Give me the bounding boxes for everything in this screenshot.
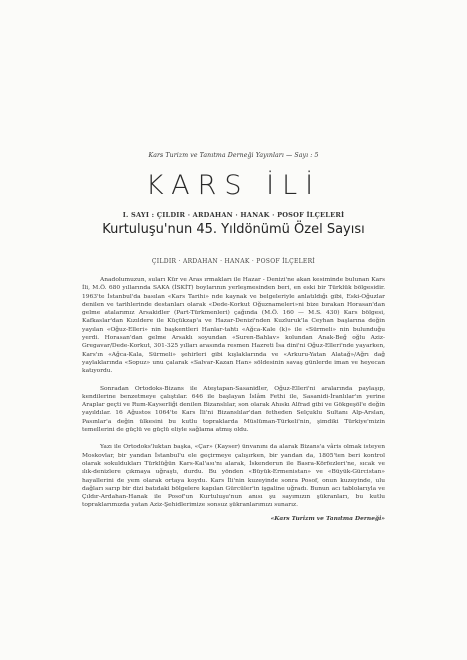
section-heading: ÇILDIR · ARDAHAN · HANAK · POSOF İLÇELERİ bbox=[151, 258, 316, 265]
paragraph: Yazı ile Ortodoks'luktan başka, «Çar» (Kayser) ünvanını da alarak Bizans'a vâris olmak isteyen Moskovlar, bir yandan İstanbul'u ele geçirmeye çalışırken, bir yandan da, 1805'ten beri kontrol olarak sokuldukları Türklüğün Kars-Kal'ası'nı alarak, İskenderun ile Basra-Körfezleri'ne, sıcak ve ılık-denizlere çıkmaya uğraştı, durdu. Bu yönden «Büyük-Ermenistan» ve «Büyük-Gürcistan» hayallerini de yem olarak ortaya koydu. Kars İli'nin kuzeyinde sonra Posof, onun kuzeyinde, ulu dağları sarıp bir dizi batıdaki bölgelere kapılan Gürcüler'in işgaline uğradı. Bunun acı tablolarıyla ve Çıldır-Ardahan-Hanak ile Posof'un Kurtuluşu'nun anısı şu sayımızın şükranları, bu kutlu topraklarımızda yatan Aziz-Şehidlerimize sonsuz şükranlarımızı sunarız. bbox=[82, 444, 385, 509]
body-text bbox=[82, 276, 385, 523]
paragraph: Sonradan Ortodoks-Bizans ile Ateştapan-Sasanidler, Oğuz-Elleri'ni aralarında paylaşıp, kendilerine benzetmeye çalıştılar. 646 ile başlayan İslâm Fethi ile, Sasanidi-İranlılar'ın yerine Araplar geçti ve Rum-Kayserliği denilen Bizanslılar, son olarak Ahıskı Alfrad gibi ve Gökgeşöl'e değin yayıldılar. 16 Ağustos 1064'te Kars İli'ni Bizanslılar'dan fetheden Selçuklu Sultanı Alp-Arslan, Pasınlar'a değin ülkesini bu kutlu topraklarda Müslüman-Türkeli'nin, şimdiki Türkiye'mizin temellerini de güçlü ve güçlü eliyle sağlama atmış oldu. bbox=[82, 385, 385, 434]
signature: «Kars Turizm ve Tanıtma Derneği» bbox=[270, 514, 385, 522]
series-line: Kars Turizm ve Tanıtma Derneği Yayınları — Sayı : 5 bbox=[148, 152, 319, 159]
document-title: KARS İLİ bbox=[145, 170, 322, 201]
issue-line: I. SAYI : ÇILDIR · ARDAHAN · HANAK · POSOF İLÇELERİ bbox=[122, 211, 345, 219]
special-issue-subtitle: Kurtuluşu'nun 45. Yıldönümü Özel Sayısı bbox=[102, 222, 365, 237]
paragraph: Anadolumuzun, suları Kür ve Aras ırmakları ile Hazar - Denizi'ne akan kesiminde bulunan Kars İli, M.Ö. 680 yıllarında SAKA (İSKİT) boylarının yerleşmesinden beri, en eski bir Türklük bölgesidir. 1963'te İstanbul'da basılan «Kars Tarihi» nde kaynak ve belgeleriyle anlatıldığı gibi, Eski-Oğuzlar denilen ve tarihlerinde destanları olarak «Dede-Korkut Oğuznameleri»ni bize bırakan Horasan'dan gelme atalarımız Arsakidler (Part-Türkmenleri) çağında (M.Ö. 160 — M.S. 430) Kars bölgesi, Kafkaslar'dan Kızıldere ile Küçükzap'a ve Hazar-Denizi'nden Kuzluruk'la Ceyhan başlarına değin yayılan «Oğuz-Elleri» nin başkentleri Hanlar-tahtı «Ağca-Kale (k)» ile «Sürmeli» nin bulunduğu yerdi. Horasan'dan gelme Arsaklı soyundan «Suren-Bahlav» kolundan Anak-Beğ oğlu Aziz-Gregavar/Dede-Korkut, 301-325 yılları arasında resmen Hazreti İsa dini'ni Oğuz-Elleri'nde yayarken, Kars'ın «Ağca-Kala, Sürmeli» şehirleri gibi kışlaklarında ve «Arkuru-Yatan Alatağ»/Ağrı dağ yaylaklarında «Sopuz» unu çalarak «Salvar-Kazan Han» söldesinin savaş günlerde iman ve heyecan katıyordu. bbox=[82, 277, 385, 375]
